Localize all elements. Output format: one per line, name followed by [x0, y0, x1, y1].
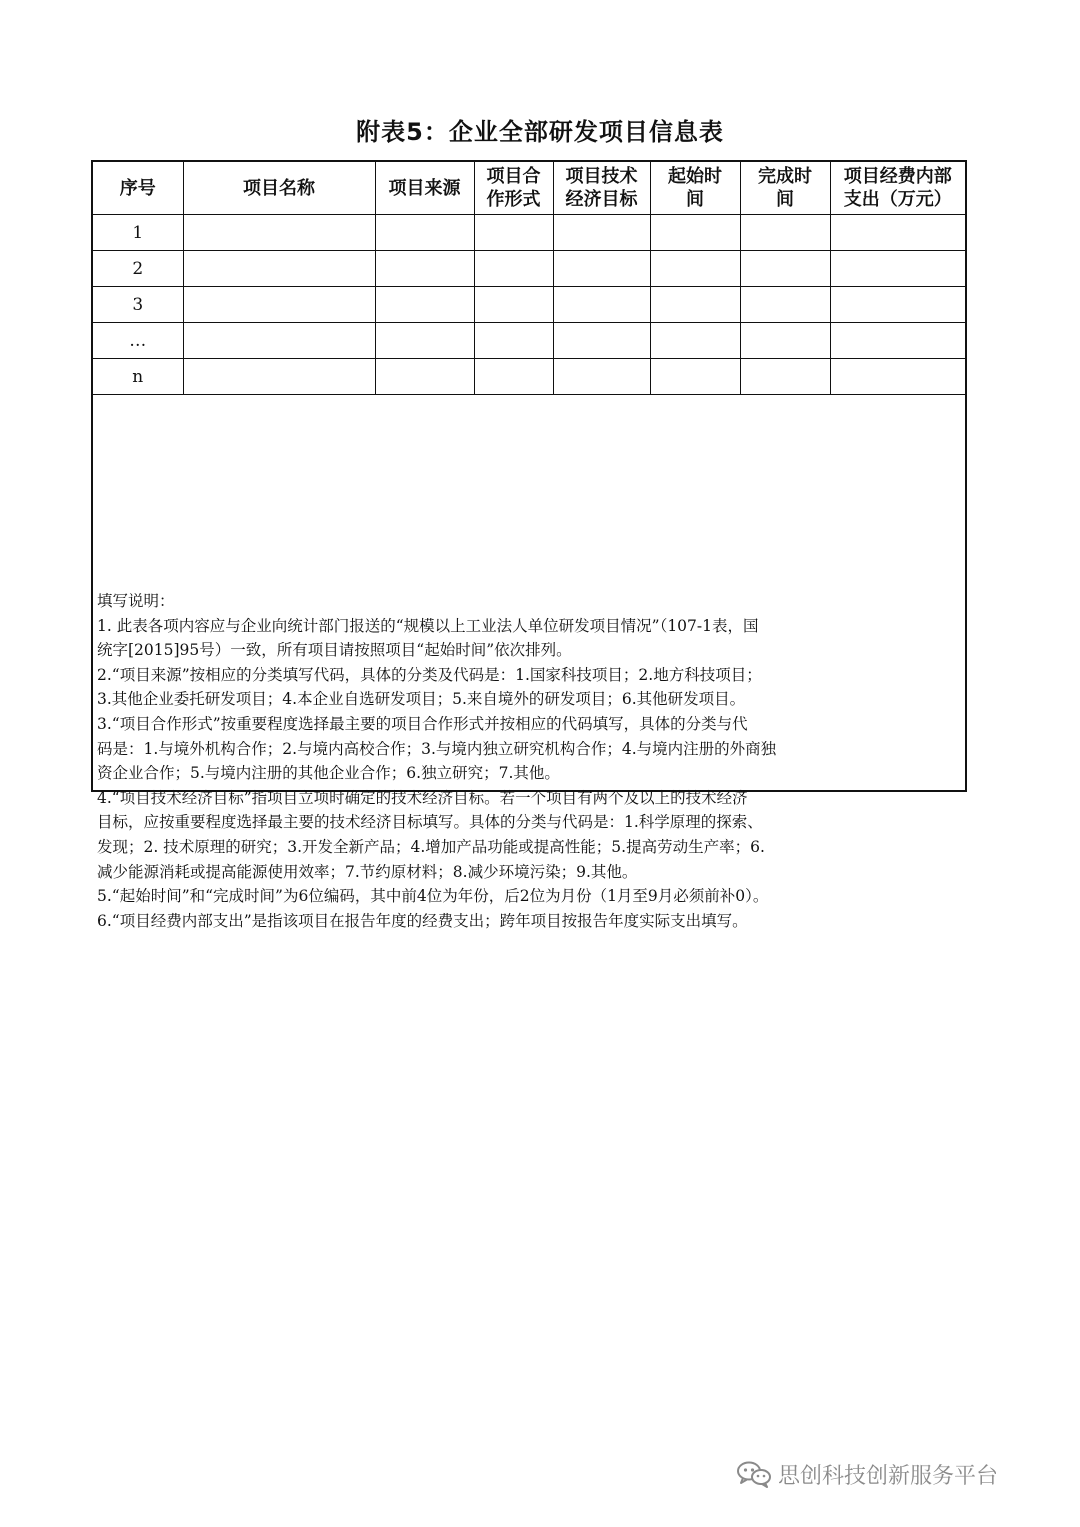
table-row	[93, 215, 965, 251]
instruction-line: 4.“项目技术经济目标”指项目立项时确定的技术经济目标。若一个项目有两个及以上的技术经济	[97, 788, 748, 807]
table-cell	[183, 323, 375, 359]
wechat-icon	[736, 1460, 772, 1488]
table-cell	[183, 251, 375, 287]
col-header: 项目合 作形式	[474, 162, 553, 215]
table-row	[93, 251, 965, 287]
row-number: 1	[93, 215, 183, 251]
table-cell	[375, 251, 474, 287]
table-cell	[474, 287, 553, 323]
table-cell	[650, 215, 740, 251]
instruction-line: 发现；2. 技术原理的研究；3.开发全新产品；4.增加产品功能或提高性能；5.提高劳动生产率；6.	[97, 837, 765, 856]
instruction-line: 6.“项目经费内部支出”是指该项目在报告年度的经费支出；跨年项目按报告年度实际支出填写。	[97, 911, 748, 930]
table-row	[93, 287, 965, 323]
table-cell	[375, 287, 474, 323]
table-cell	[375, 323, 474, 359]
table-cell	[650, 287, 740, 323]
instruction-line: 1. 此表各项内容应与企业向统计部门报送的“规模以上工业法人单位研发项目情况”（107-1表，国	[97, 616, 759, 635]
table-row	[93, 323, 965, 359]
table-cell	[830, 323, 965, 359]
col-header: 项目来源	[375, 162, 474, 215]
table-grid	[93, 162, 965, 395]
watermark-text: 思创科技创新服务平台	[778, 1463, 999, 1489]
row-number: n	[93, 359, 183, 395]
table-cell	[553, 287, 650, 323]
page-title: 附表5：企业全部研发项目信息表	[356, 118, 724, 146]
table-cell	[650, 359, 740, 395]
table-cell	[474, 323, 553, 359]
instructions-heading: 填写说明：	[97, 592, 175, 610]
col-header: 项目技术 经济目标	[553, 162, 650, 215]
table-row	[93, 359, 965, 395]
table-cell	[830, 359, 965, 395]
fill-instructions	[97, 589, 959, 933]
table-cell	[740, 359, 830, 395]
rd-project-table	[91, 160, 967, 930]
table-cell	[183, 359, 375, 395]
table-cell	[650, 323, 740, 359]
col-header: 完成时 间	[740, 162, 830, 215]
col-header: 起始时 间	[650, 162, 740, 215]
table-cell	[553, 359, 650, 395]
table-cell	[375, 215, 474, 251]
instruction-line: 3.其他企业委托研发项目；4.本企业自选研发项目；5.来自境外的研发项目；6.其他研发项目。	[97, 690, 746, 709]
table-header-row	[93, 162, 965, 215]
table-cell	[183, 287, 375, 323]
table-cell	[740, 287, 830, 323]
col-header: 项目名称	[183, 162, 375, 215]
instruction-line: 目标，应按重要程度选择最主要的技术经济目标填写。具体的分类与代码是：1.科学原理的探索、	[97, 813, 763, 832]
instruction-line: 码是：1.与境外机构合作；2.与境内高校合作；3.与境内独立研究机构合作；4.与境内注册的外商独	[97, 739, 777, 758]
instruction-line: 3.“项目合作形式”按重要程度选择最主要的项目合作形式并按相应的代码填写，具体的分类与代	[97, 714, 748, 733]
table-cell	[474, 251, 553, 287]
table-cell	[740, 323, 830, 359]
table-cell	[650, 251, 740, 287]
row-number: 2	[93, 251, 183, 287]
instruction-line: 资企业合作；5.与境内注册的其他企业合作；6.独立研究；7.其他。	[97, 764, 560, 783]
table-cell	[553, 251, 650, 287]
table-cell	[474, 215, 553, 251]
row-number: 3	[93, 287, 183, 323]
table-cell	[375, 359, 474, 395]
col-header: 序号	[93, 162, 183, 215]
table-cell	[553, 215, 650, 251]
table-cell	[740, 251, 830, 287]
watermark	[736, 1459, 998, 1489]
table-cell	[183, 215, 375, 251]
col-header: 项目经费内部 支出（万元）	[830, 162, 965, 215]
table-cell	[830, 251, 965, 287]
instruction-line: 减少能源消耗或提高能源使用效率；7.节约原材料；8.减少环境污染；9.其他。	[97, 862, 638, 881]
table-cell	[474, 359, 553, 395]
instruction-line: 统字[2015]95号）一致，所有项目请按照项目“起始时间”依次排列。	[97, 641, 572, 660]
table-cell	[553, 323, 650, 359]
instruction-line: 2.“项目来源”按相应的分类填写代码，具体的分类及代码是：1.国家科技项目；2.地方科技项目；	[97, 665, 762, 684]
row-number: …	[93, 323, 183, 359]
table-cell	[830, 287, 965, 323]
table-cell	[830, 215, 965, 251]
instruction-line: 5.“起始时间”和“完成时间”为6位编码，其中前4位为年份，后2位为月份（1月至9月必须前补0）。	[97, 887, 769, 906]
table-cell	[740, 215, 830, 251]
